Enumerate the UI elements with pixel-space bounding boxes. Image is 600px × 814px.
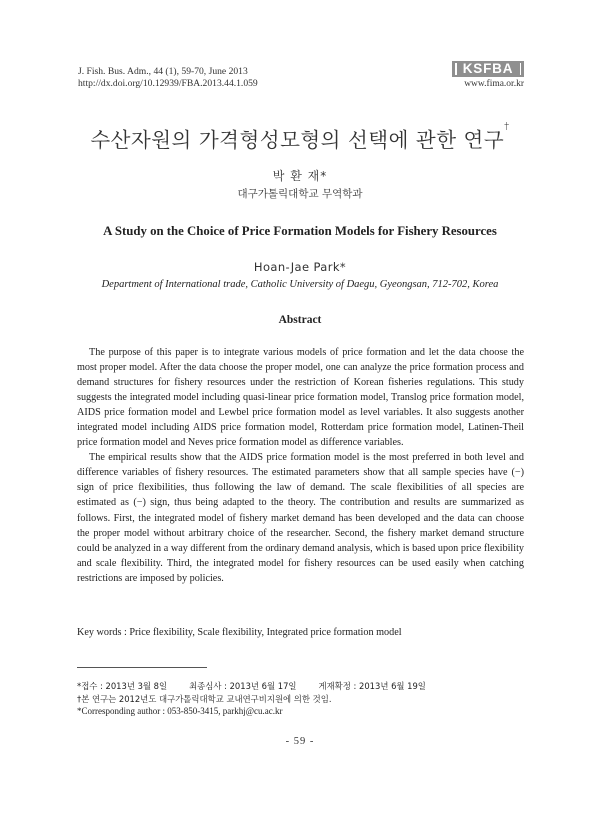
- keywords: Key words : Price flexibility, Scale flexibility, Integrated price formation model: [77, 627, 402, 638]
- received-date: *접수 : 2013년 3월 8일: [77, 681, 168, 691]
- korean-affiliation: 대구가톨릭대학교 무역학과: [237, 188, 363, 200]
- english-title: A Study on the Choice of Price Formation Models for Fishery Resources: [103, 224, 497, 238]
- page-number: - 59 -: [285, 736, 315, 747]
- korean-author: 박 환 재*: [272, 169, 328, 183]
- website-link[interactable]: www.fima.or.kr: [464, 79, 524, 89]
- footnotes: [77, 680, 537, 718]
- review-date: 최종심사 : 2013년 6월 17일: [189, 681, 297, 691]
- footnote-divider: [77, 667, 207, 668]
- abstract-body: [77, 345, 524, 586]
- journal-volume-line: J. Fish. Bus. Adm., 44 (1), 59-70, June 2013: [78, 66, 248, 77]
- abstract-paragraph-2: The empirical results show that the AIDS price formation model is the most preferred in both level and difference variables of fishery resources. The estimated parameters show that all sample species have (−) sign of price flexibilities, thus following the law of demand. The scale flexibilities of all species are estimated as (−) sign, thus being adapted to the theory. The contribution and results are summarized as follows. First, the integrated model of fishery market demand has been developed and the data can choose the proper model without arbitrary choice of the researcher. Second, the fishery market demand structure could be analyzed in a way different from the ordinary demand analysis, which is based upon price flexibility and scale flexibility. Third, the integrated model for fishery resources can be used easily when catching restrictions are imposed by policies.: [77, 452, 524, 584]
- abstract-paragraph-1: The purpose of this paper is to integrate various models of price formation and let the data choose the most proper model. After the data choose the proper model, one can analyze the price formation process and demand structures for fishery resources under the restriction of Korean fisheries regulations. This study suggests the integrated model including quasi-linear price formation model, Translog price formation model, AIDS price formation model and Lewbel price formation model as level variables. It also suggests another integrated model including AIDS price formation model, Rotterdam price formation model, Latinen-Theil price formation model and Neves price formation model as difference variables.: [77, 347, 524, 449]
- dates-line: [77, 680, 537, 693]
- funding-note: †본 연구는 2012년도 대구가톨릭대학교 교내연구비지원에 의한 것임.: [77, 693, 332, 704]
- title-dagger-mark: †: [504, 121, 510, 132]
- corresponding-author-note: *Corresponding author : 053-850-3415, parkhj@cu.ac.kr: [77, 706, 283, 717]
- english-affiliation: Department of International trade, Catholic University of Daegu, Gyeongsan, 712-702, Korea: [101, 279, 499, 290]
- korean-title: [0, 123, 600, 153]
- accepted-date: 게재확정 : 2013년 6월 19일: [318, 681, 426, 691]
- ksfba-logo: KSFBA: [452, 61, 524, 77]
- journal-citation: [78, 66, 258, 90]
- english-author: Hoan-Jae Park*: [253, 260, 347, 274]
- doi-link[interactable]: http://dx.doi.org/10.12939/FBA.2013.44.1.059: [78, 78, 258, 89]
- abstract-heading: Abstract: [278, 314, 322, 326]
- korean-title-text: 수산자원의 가격형성모형의 선택에 관한 연구: [90, 128, 505, 152]
